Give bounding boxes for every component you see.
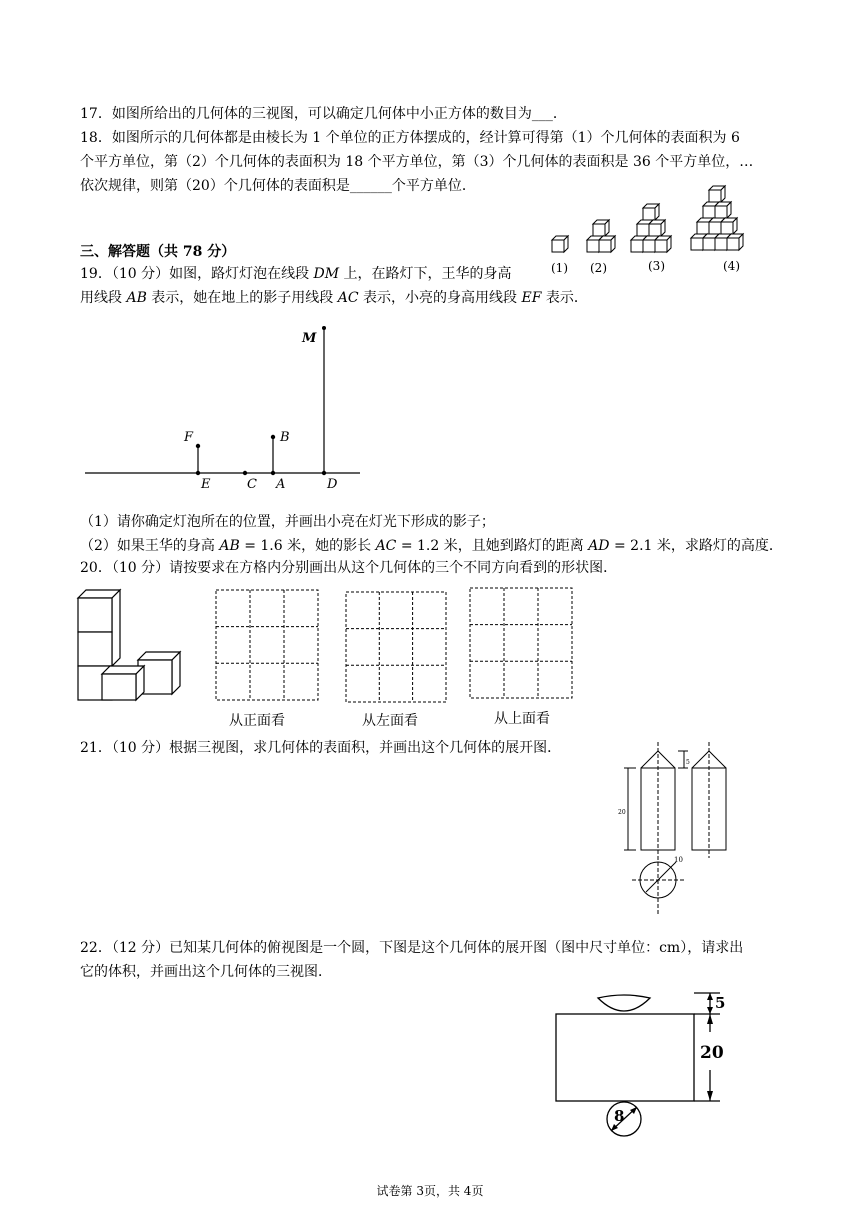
q20-text: 20．（10 分）请按要求在方格内分别画出从这个几何体的三个不同方向看到的形状图． <box>80 560 618 576</box>
q21-text: 21．（10 分）根据三视图，求几何体的表面积，并画出这个几何体的展开图． <box>80 740 562 756</box>
section3-title: 三、解答题（共 78 分） <box>80 244 236 260</box>
q21-dim-cap: 5 <box>686 759 690 766</box>
q18-label-4: (4) <box>723 259 740 273</box>
q22-dim-height: 20 <box>700 1043 724 1063</box>
q18-label-3: (3) <box>648 259 665 273</box>
caption-top: 从上面看 <box>494 711 550 727</box>
q18-line2: 个平方单位，第（2）个几何体的表面积为 18 个平方单位，第（3）个几何体的表面积是 36 个平方单位，… <box>80 154 754 170</box>
q21-three-views-figure <box>608 738 768 916</box>
q19-line2: 用线段 AB 表示，她在地上的影子用线段 AC 表示，小亮的身高用线段 EF 表示． <box>80 290 588 306</box>
label-A: A <box>276 477 286 492</box>
label-F: F <box>184 430 194 445</box>
q22-line2: 它的体积，并画出这个几何体的三视图． <box>80 964 332 980</box>
q18-line1: 18．如图所示的几何体都是由棱长为 1 个单位的正方体摆成的，经计算可得第（1）个几何体的表面积为 6 <box>80 130 740 146</box>
q22-net-figure <box>550 988 750 1140</box>
page-footer: 试卷第 3页，共 4页 <box>376 1184 484 1198</box>
q20-grid-left <box>344 590 448 704</box>
q18-label-2: (2) <box>590 261 607 275</box>
q20-grid-top <box>468 586 574 700</box>
q21-dim-height: 20 <box>618 809 626 816</box>
caption-front: 从正面看 <box>229 713 285 729</box>
label-C: C <box>247 477 257 492</box>
label-B: B <box>280 430 290 445</box>
q19-sub1: （1）请你确定灯泡所在的位置，并画出小亮在灯光下形成的影子； <box>80 514 495 530</box>
q19-sub2: （2）如果王华的身高 AB = 1.6 米，她的影长 AC = 1.2 米，且她到路灯的距离 AD = 2.1 米，求路灯的高度． <box>80 538 783 554</box>
q20-grid-front <box>214 588 320 702</box>
q18-label-1: (1) <box>551 261 568 275</box>
label-E: E <box>201 477 211 492</box>
q19-streetlight-figure <box>80 320 370 495</box>
q18-cubes-figure <box>545 178 775 280</box>
q22-line1: 22．（12 分）已知某几何体的俯视图是一个圆，下图是这个几何体的展开图（图中尺寸单位：cm），请求出 <box>80 940 744 956</box>
q21-dim-diameter: 10 <box>674 856 683 864</box>
q19-line1: 19．（10 分）如图，路灯灯泡在线段 DM 上，在路灯下，王华的身高 <box>80 266 512 282</box>
q22-dim-cap: 5 <box>715 994 726 1012</box>
caption-left: 从左面看 <box>362 713 418 729</box>
label-M: M <box>302 331 317 346</box>
q17-text: 17．如图所给出的几何体的三视图，可以确定几何体中小正方体的数目为___． <box>80 106 567 122</box>
label-D: D <box>327 477 338 492</box>
q20-solid-figure <box>74 588 184 702</box>
q18-line3: 依次规律，则第（20）个几何体的表面积是______个平方单位． <box>80 178 476 194</box>
q22-dim-diameter: 8 <box>614 1107 625 1125</box>
